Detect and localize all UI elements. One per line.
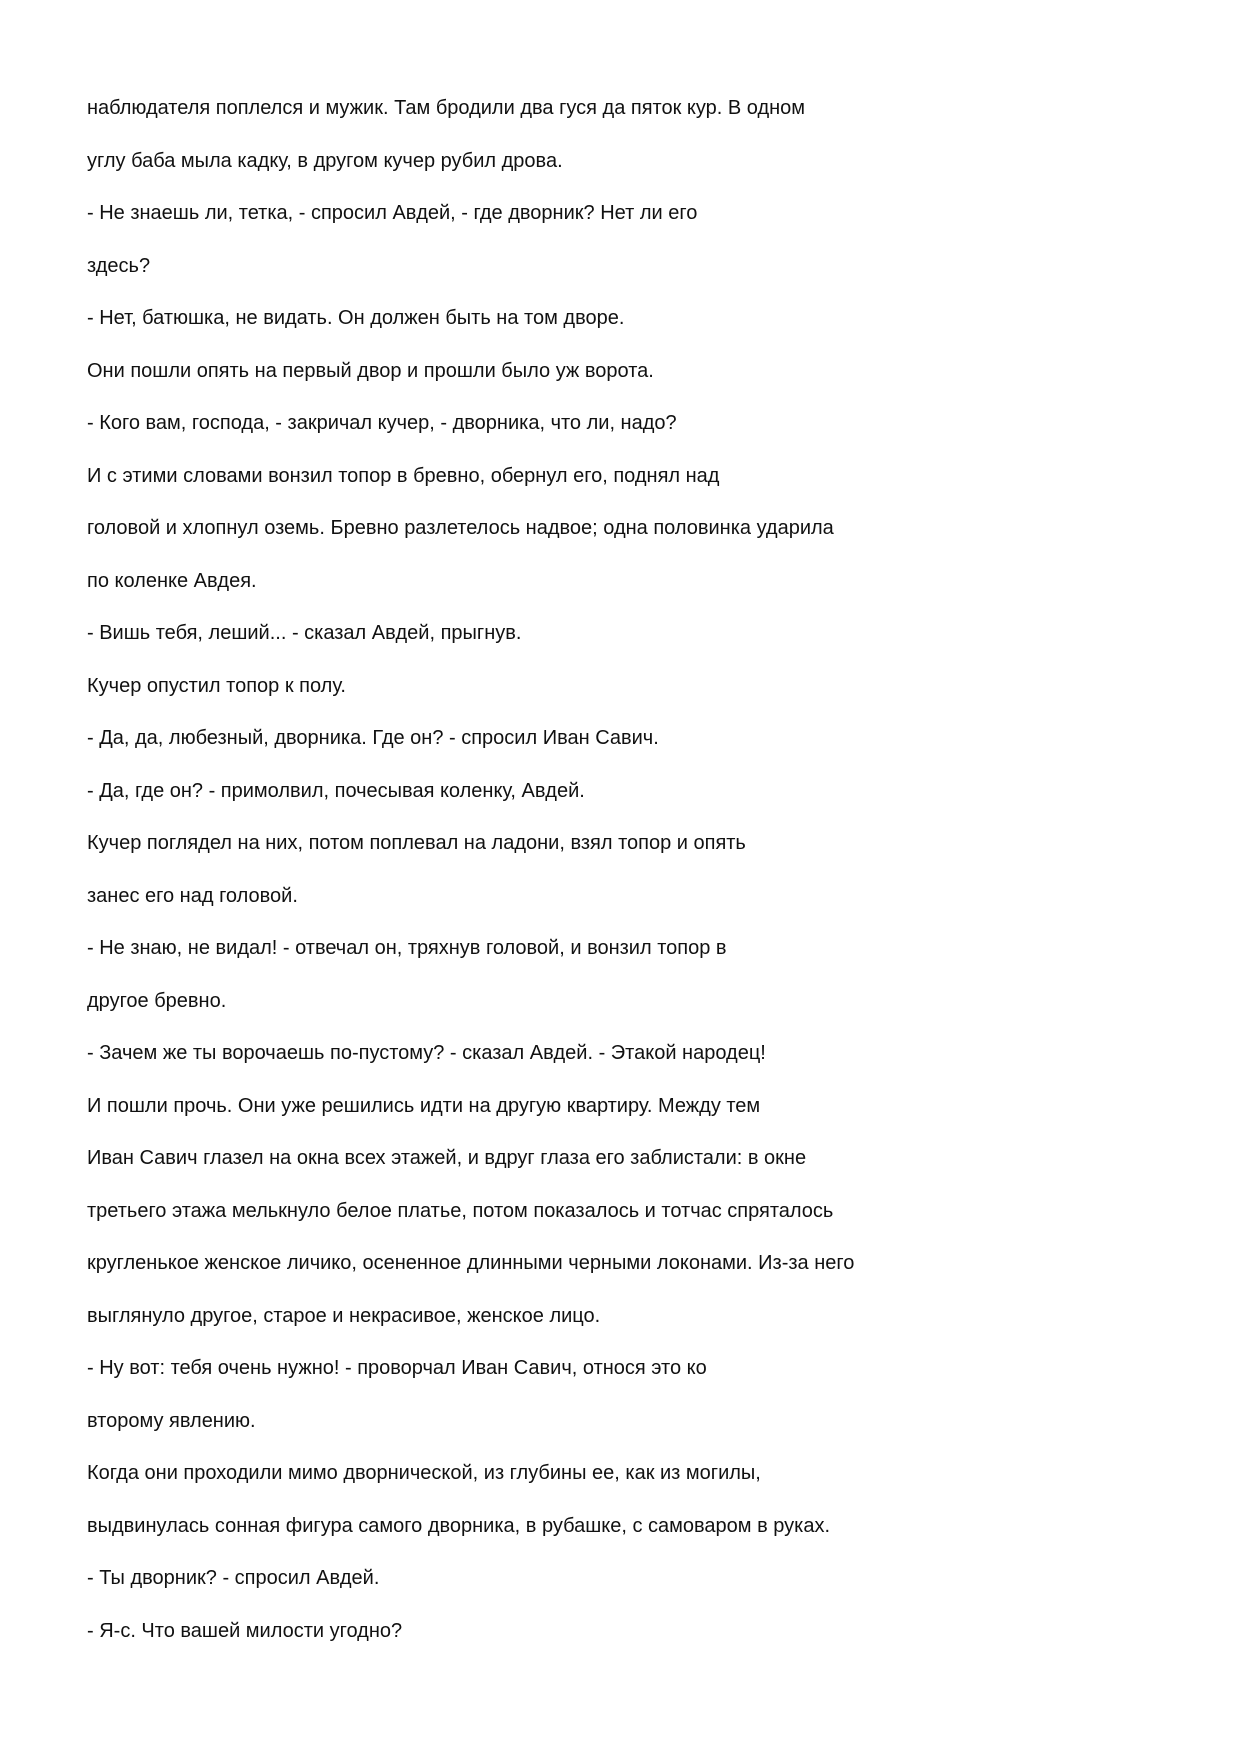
text-line: другое бревно. <box>87 989 227 1012</box>
text-line: Кучер поглядел на них, потом поплевал на ладони, взял топор и опять <box>87 832 746 854</box>
text-line: - Зачем же ты ворочаешь по-пустому? - сказал Авдей. - Этакой народец! <box>87 1042 766 1064</box>
text-line: второму явлению. <box>87 1409 256 1432</box>
text-line: Кучер опустил топор к полу. <box>87 674 346 697</box>
text-line: кругленькое женское личико, осененное длинными черными локонами. Из-за него <box>87 1252 855 1274</box>
text-line: - Да, где он? - примолвил, почесывая коленку, Авдей. <box>87 779 585 802</box>
text-line: - Я-с. Что вашей милости угодно? <box>87 1619 403 1642</box>
text-line: - Не знаешь ли, тетка, - спросил Авдей, - где дворник? Нет ли его <box>87 202 698 224</box>
text-line: выдвинулась сонная фигура самого дворника, в рубашке, с самоваром в руках. <box>87 1514 831 1537</box>
text-line: третьего этажа мелькнуло белое платье, потом показалось и тотчас спряталось <box>87 1199 834 1222</box>
text-line: - Ну вот: тебя очень нужно! - проворчал Иван Савич, относя это ко <box>87 1357 707 1379</box>
text-line: наблюдателя поплелся и мужик. Там бродили два гуся да пяток кур. В одном <box>87 97 806 119</box>
text-line: Иван Савич глазел на окна всех этажей, и вдруг глаза его заблистали: в окне <box>87 1147 807 1169</box>
text-line: Они пошли опять на первый двор и прошли было уж ворота. <box>87 359 654 382</box>
text-line: занес его над головой. <box>87 884 298 907</box>
text-line: И пошли прочь. Они уже решились идти на другую квартиру. Между тем <box>87 1094 761 1117</box>
text-line: - Кого вам, господа, - закричал кучер, - дворника, что ли, надо? <box>87 412 677 434</box>
text-line: Когда они проходили мимо дворнической, из глубины ее, как из могилы, <box>87 1462 761 1484</box>
text-line: - Вишь тебя, леший... - сказал Авдей, прыгнув. <box>87 622 522 644</box>
document-text <box>87 82 1167 1657</box>
text-line: - Нет, батюшка, не видать. Он должен быть на том дворе. <box>87 307 625 329</box>
text-line: - Не знаю, не видал! - отвечал он, тряхнув головой, и вонзил топор в <box>87 937 727 959</box>
text-line: головой и хлопнул оземь. Бревно разлетелось надвое; одна половинка ударила <box>87 517 834 539</box>
text-line: - Ты дворник? - спросил Авдей. <box>87 1567 380 1589</box>
text-line: И с этими словами вонзил топор в бревно, обернул его, поднял над <box>87 464 720 487</box>
text-line: - Да, да, любезный, дворника. Где он? - спросил Иван Савич. <box>87 727 659 749</box>
text-line: по коленке Авдея. <box>87 569 257 592</box>
text-line: здесь? <box>87 254 151 277</box>
text-line: выглянуло другое, старое и некрасивое, женское лицо. <box>87 1304 601 1327</box>
text-line: углу баба мыла кадку, в другом кучер рубил дрова. <box>87 149 563 172</box>
